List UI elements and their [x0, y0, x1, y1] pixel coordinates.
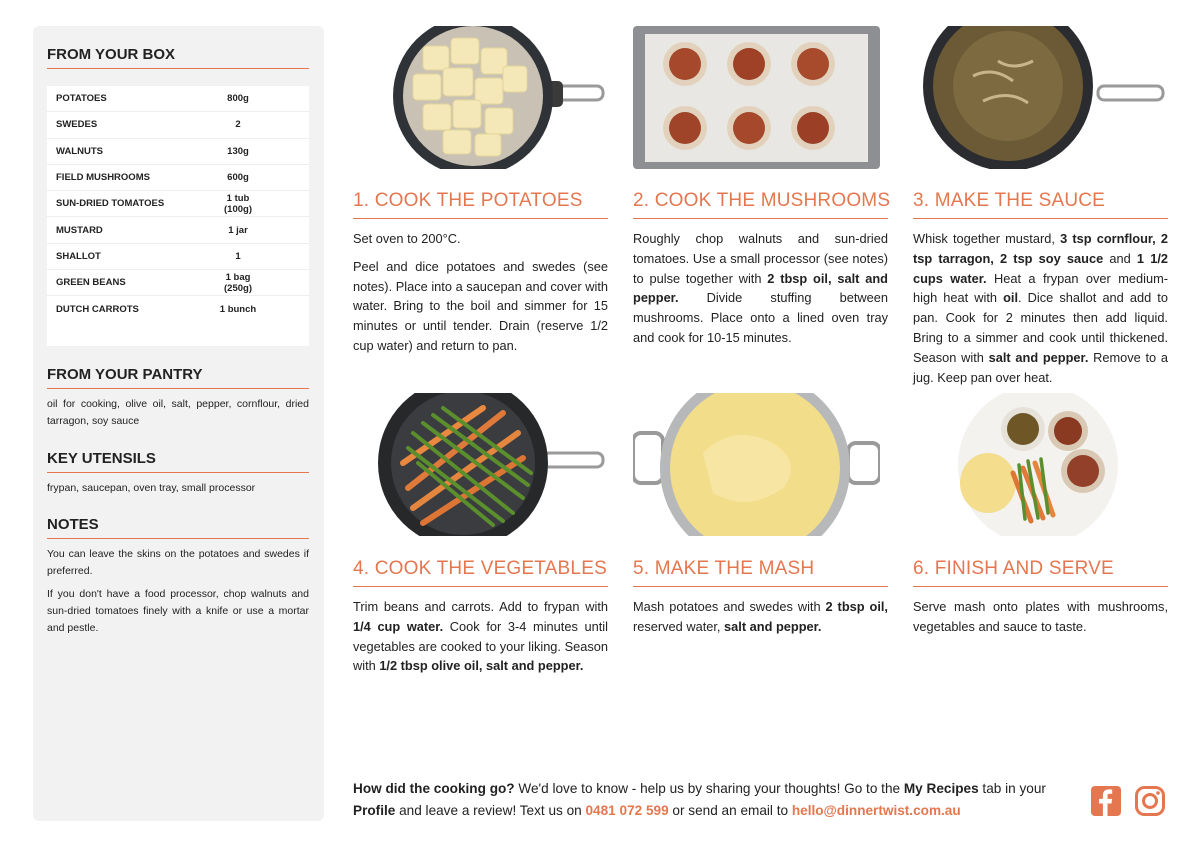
- instagram-icon[interactable]: [1134, 785, 1166, 817]
- step-cook-mushrooms: [633, 190, 891, 348]
- mash-saucepan-photo: [633, 393, 880, 536]
- step-title: 3. MAKE THE SAUCE: [913, 190, 1168, 219]
- step-cook-potatoes: [353, 190, 608, 356]
- ingredient-qty: 1 tub (100g): [224, 192, 252, 215]
- ingredient-qty: 800g: [227, 93, 249, 105]
- ingredient-row: [47, 217, 309, 243]
- facebook-icon[interactable]: [1090, 785, 1122, 817]
- from-your-box-heading: FROM YOUR BOX: [47, 46, 309, 69]
- plated-dish-photo: [913, 393, 1168, 536]
- key-utensils-heading: KEY UTENSILS: [47, 450, 309, 473]
- ingredient-row: [47, 191, 309, 217]
- ingredient-qty: 2: [235, 119, 241, 131]
- ingredient-qty: 1 jar: [228, 224, 248, 236]
- ingredient-qty: 130g: [227, 145, 249, 157]
- ingredient-row: [47, 270, 309, 296]
- ingredients-sidebar: [33, 26, 324, 821]
- step-finish-serve: [913, 558, 1168, 637]
- step-paragraph: Whisk together mustard, 3 tsp cornflour, 2 tsp tarragon, 2 tsp soy sauce and 1 1/2 cups water. Heat a frypan over medium-high heat with oil. Dice shallot and add to pan. Cook for 2 minutes then add liquid. Bring to a simmer and cook until thickened. Season with salt and pepper. Remove to a jug. Keep pan over heat.: [913, 231, 1168, 385]
- notes-heading: NOTES: [47, 516, 309, 539]
- step-paragraph: Serve mash onto plates with mushrooms, vegetables and sauce to taste.: [913, 599, 1168, 634]
- step-title: 5. MAKE THE MASH: [633, 558, 888, 587]
- step-body: [913, 597, 1168, 637]
- ingredients-table: [47, 86, 309, 346]
- step-paragraph: Peel and dice potatoes and swedes (see notes). Place into a saucepan and cover with water. Bring to the boil and simmer for 15 minutes or until tender. Drain (reserve 1/2 cup water) and return to pan.: [353, 258, 608, 353]
- ingredient-row: [47, 165, 309, 191]
- step-body: [633, 597, 888, 637]
- utensils-list: frypan, saucepan, oven tray, small processor: [47, 482, 256, 494]
- step-paragraph: Trim beans and carrots. Add to frypan with 1/4 cup water. Cook for 3-4 minutes until vegetables are cooked to your liking. Season with 1/2 tbsp olive oil, salt and pepper.: [353, 599, 608, 674]
- step-make-sauce: [913, 190, 1168, 387]
- ingredient-row: [47, 139, 309, 165]
- step-paragraph: Mash potatoes and swedes with 2 tbsp oil, reserved water, salt and pepper.: [633, 599, 888, 634]
- step-title: 2. COOK THE MUSHROOMS: [633, 190, 888, 219]
- ingredient-name: POTATOES: [56, 93, 107, 105]
- ingredient-row: [47, 296, 309, 322]
- ingredient-qty: 1 bunch: [219, 304, 257, 316]
- notes-body: [47, 546, 309, 637]
- ingredient-name: SHALLOT: [56, 250, 101, 262]
- ingredient-row: [47, 112, 309, 138]
- vegetables-frypan-photo: [353, 393, 608, 536]
- step-body: [353, 597, 608, 676]
- step-title: 6. FINISH AND SERVE: [913, 558, 1168, 587]
- sauce-pan-photo: [913, 26, 1168, 169]
- ingredient-row: [47, 244, 309, 270]
- ingredient-name: WALNUTS: [56, 145, 103, 157]
- pantry-list: oil for cooking, olive oil, salt, pepper, cornflour, dried tarragon, soy sauce: [47, 398, 309, 427]
- step-paragraph: Roughly chop walnuts and sun-dried tomatoes. Use a small processor (see notes) to pulse together with 2 tbsp oil, salt and pepper. Divide stuffing between mushrooms. Place onto a lined oven tray and cook for 10-15 minutes.: [633, 231, 888, 345]
- step-body: [913, 229, 1168, 387]
- step-body: [353, 229, 608, 356]
- ingredient-name: SWEDES: [56, 119, 98, 131]
- ingredient-name: GREEN BEANS: [56, 277, 126, 289]
- step-title: 4. COOK THE VEGETABLES: [353, 558, 608, 587]
- note-paragraph: If you don't have a food processor, chop walnuts and sun-dried tomatoes finely with a knife or use a mortar and pestle.: [47, 588, 309, 634]
- ingredient-qty: 600g: [227, 172, 249, 184]
- ingredient-row: [47, 86, 309, 112]
- feedback-message: How did the cooking go? We'd love to know - help us by sharing your thoughts! Go to the My Recipes tab in your Profile and leave a review! Text us on 0481 072 599 or send an email to hello@dinnertwist.com.au: [353, 781, 1046, 818]
- ingredient-name: DUTCH CARROTS: [56, 304, 139, 316]
- step-body: [633, 229, 888, 348]
- ingredient-name: SUN-DRIED TOMATOES: [56, 198, 165, 210]
- potatoes-pot-photo: [353, 26, 608, 169]
- mushrooms-tray-photo: [633, 26, 880, 169]
- ingredient-qty: 1 bag (250g): [224, 271, 252, 294]
- ingredient-name: FIELD MUSHROOMS: [56, 172, 150, 184]
- from-your-pantry-heading: FROM YOUR PANTRY: [47, 366, 309, 389]
- step-cook-vegetables: [353, 558, 608, 676]
- step-title: 1. COOK THE POTATOES: [353, 190, 608, 219]
- step-paragraph: Set oven to 200°C.: [353, 231, 461, 246]
- ingredient-qty: 1: [235, 250, 241, 262]
- ingredient-name: MUSTARD: [56, 224, 103, 236]
- step-make-mash: [633, 558, 888, 637]
- note-paragraph: You can leave the skins on the potatoes and swedes if preferred.: [47, 548, 309, 577]
